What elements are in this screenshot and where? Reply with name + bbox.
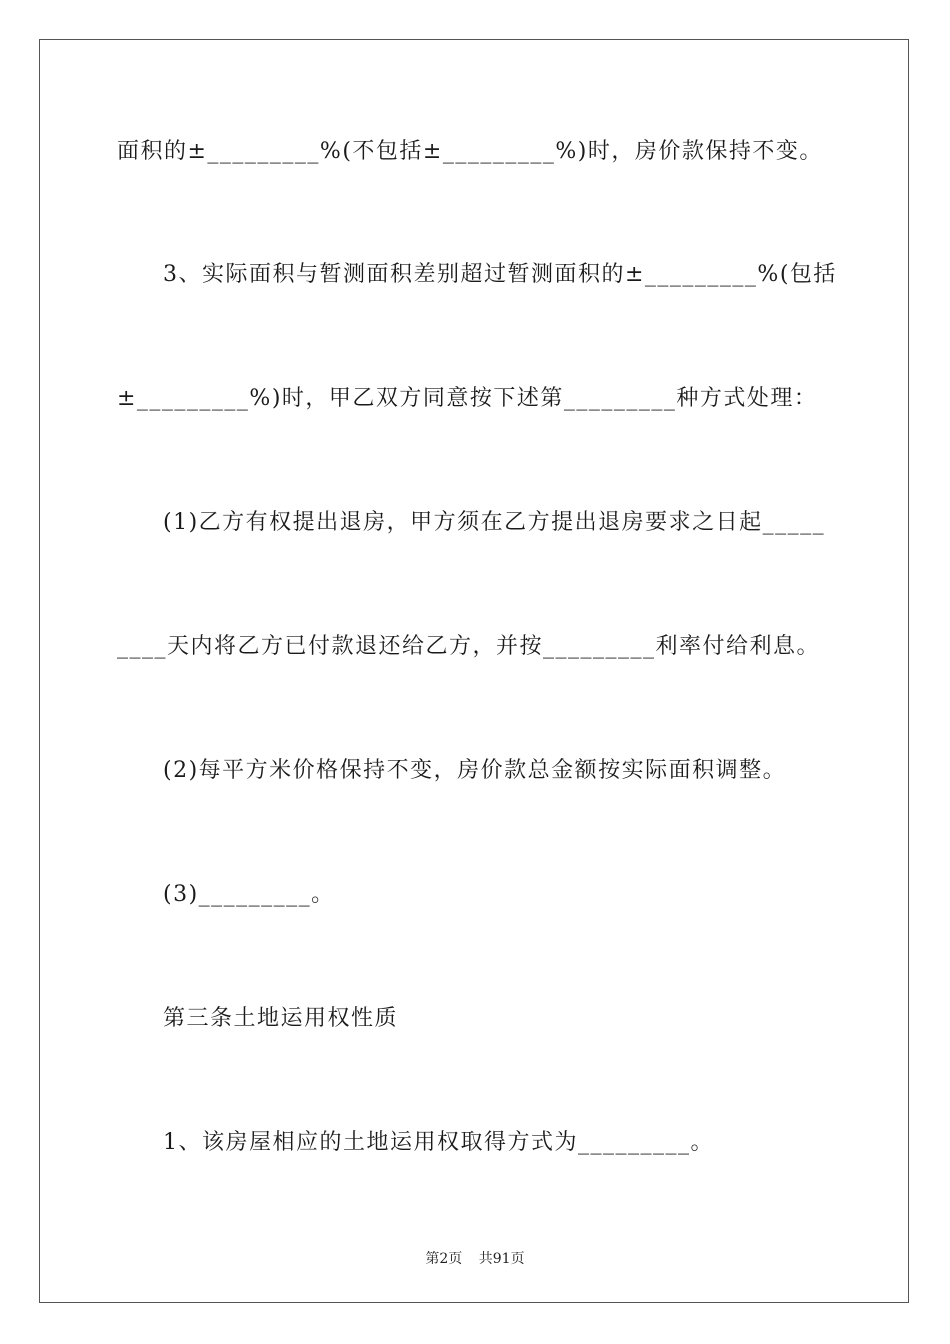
page-total: 共91页 xyxy=(478,1251,525,1267)
article-3-item-1: 1、该房屋相应的土地运用权取得方式为_________。 xyxy=(163,1130,714,1155)
clause-3-area-difference: 3、实际面积与暂测面积差别超过暂测面积的±_________%(包括 xyxy=(163,262,837,287)
page-number: 第2页 xyxy=(425,1251,463,1267)
option-1-refund: (1)乙方有权提出退房，甲方须在乙方提出退房要求之日起_____ xyxy=(163,510,826,535)
option-3-other: (3)_________。 xyxy=(163,882,335,907)
page-frame xyxy=(39,39,909,1303)
option-1-continuation: ____天内将乙方已付款退还给乙方，并按_________利率付给利息。 xyxy=(117,634,821,659)
clause-3-continuation: ±_________%)时，甲乙双方同意按下述第_________种方式处理： xyxy=(117,386,818,411)
page-footer xyxy=(0,1248,950,1268)
paragraph-area-tolerance: 面积的±_________%(不包括±_________%)时，房价款保持不变。 xyxy=(117,139,823,164)
option-2-price-adjust: (2)每平方米价格保持不变，房价款总金额按实际面积调整。 xyxy=(163,758,787,783)
article-3-heading: 第三条土地运用权性质 xyxy=(163,1006,399,1031)
